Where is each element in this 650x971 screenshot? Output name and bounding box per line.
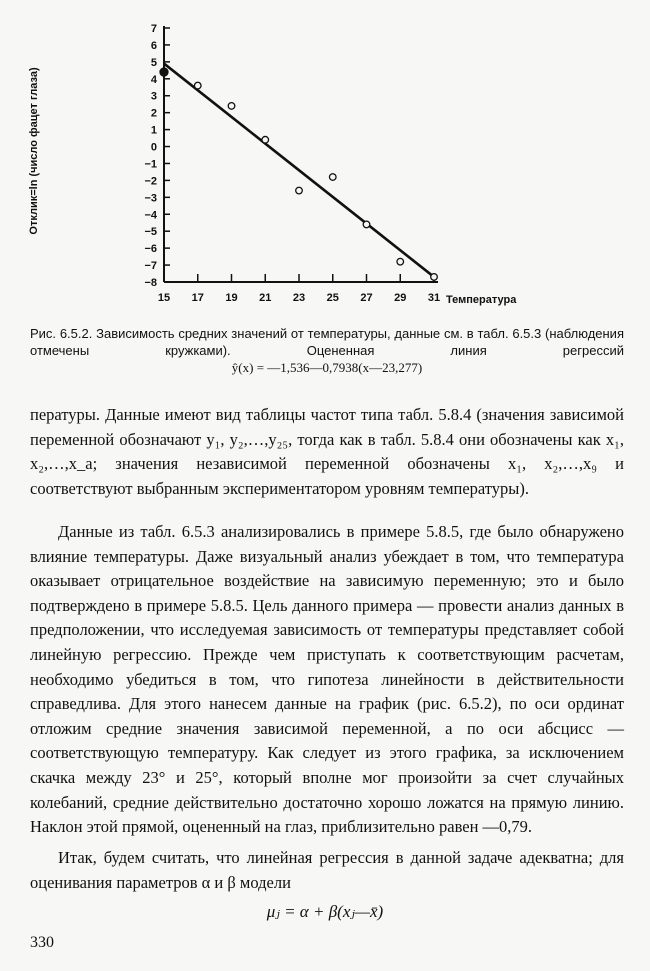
- y-tick-label: −4: [144, 209, 157, 222]
- y-tick-label: −6: [144, 243, 157, 256]
- y-tick-label: −7: [144, 260, 157, 273]
- model-equation: μⱼ = α + β(xⱼ—x̄): [266, 902, 384, 921]
- paragraph-1: пературы. Данные имеют вид таблицы частот типа табл. 5.8.4 (значения зависимой переменной обозначают y₁, y₂,…,y₂₅, тогда как в табл. 5.8.4 они обозначены как x₁, x₂,…,x_a; значения независимой переменной обозначены x₁, x₂,…,x₉ и соответствуют выбранным экспериментатором уровням температуры).: [30, 405, 624, 498]
- y-axis-label: Отклик=ln (число фацет глаза): [28, 67, 40, 235]
- x-tick-label: 25: [326, 292, 339, 304]
- paragraph-2: Данные из табл. 6.5.3 анализировались в примере 5.8.5, где было обнаружено влияние температуры. Даже визуальный анализ убеждает в том, что температура оказывает отрицательное воздействие на зависимую переменную; это и было подтверждено в примере 5.8.5. Цель данного примера — провести анализ данных в предположении, что исследуемая зависимость от температуры представляет собой линейную регрессию. Прежде чем приступать к соответствующим расчетам, необходимо убедиться в том, что гипотеза линейности в действительности справедлива. Для этого нанесем данные на график (рис. 6.5.2), по оси ординат отложим средние значения зависимой переменной, а по оси абсцисс — соответствующую температуру. Как следует из этого графика, за исключением скачка между 23° и 25°, который вполне мог произойти за счет случайных колебаний, средние действительно достаточно хорошо ложатся на прямую линию. Наклон этой прямой, оцененный на глаз, приблизительно равен —0,79.: [30, 522, 624, 837]
- y-tick-label: 3: [150, 90, 157, 103]
- data-point: [296, 187, 303, 194]
- chart-axes: [164, 26, 438, 282]
- regression-line: [164, 64, 434, 277]
- data-point: [160, 68, 168, 76]
- y-tick-label: −5: [144, 226, 157, 239]
- figure-caption: [30, 325, 624, 376]
- x-tick-label: 21: [259, 292, 272, 304]
- x-tick-label: 17: [191, 292, 204, 304]
- data-point: [228, 103, 235, 110]
- x-axis-label: Температура: [446, 294, 517, 306]
- y-tick-label: 2: [150, 107, 157, 120]
- y-tick-labels: [144, 23, 170, 289]
- x-tick-label: 27: [360, 292, 373, 304]
- data-point: [431, 274, 438, 281]
- regression-chart: [0, 0, 650, 320]
- paragraph-3: Итак, будем считать, что линейная регрессия в данной задаче адекватна; для оценивания параметров α и β модели: [30, 848, 624, 892]
- y-tick-label: 4: [150, 73, 157, 86]
- y-tick-label: −2: [144, 175, 157, 188]
- y-tick-label: 0: [150, 141, 157, 154]
- y-tick-label: −1: [144, 158, 157, 171]
- y-tick-label: 7: [150, 23, 157, 35]
- data-points: [160, 68, 437, 280]
- data-point: [262, 136, 269, 143]
- x-tick-label: 31: [427, 292, 441, 304]
- data-point: [329, 174, 336, 181]
- data-point: [194, 82, 201, 89]
- y-tick-label: −8: [144, 277, 157, 289]
- x-tick-label: 23: [292, 292, 306, 304]
- x-tick-label: 19: [225, 292, 238, 304]
- x-tick-labels: [158, 274, 440, 304]
- x-tick-label: 15: [157, 292, 171, 304]
- caption-text: Рис. 6.5.2. Зависимость средних значений от температуры, данные см. в табл. 6.5.3 (наблюдения отмечены кружками). Оцененная линия регрессий: [30, 326, 624, 358]
- y-tick-label: −3: [144, 192, 157, 205]
- y-tick-label: 1: [150, 124, 157, 137]
- data-point: [397, 258, 404, 265]
- caption-equation: ŷ(x) = —1,536—0,7938(x—23,277): [231, 360, 423, 375]
- x-tick-label: 29: [394, 292, 407, 304]
- data-point: [363, 221, 370, 228]
- y-tick-label: 6: [150, 39, 157, 52]
- y-tick-label: 5: [150, 56, 157, 69]
- page-number: 330: [30, 934, 54, 951]
